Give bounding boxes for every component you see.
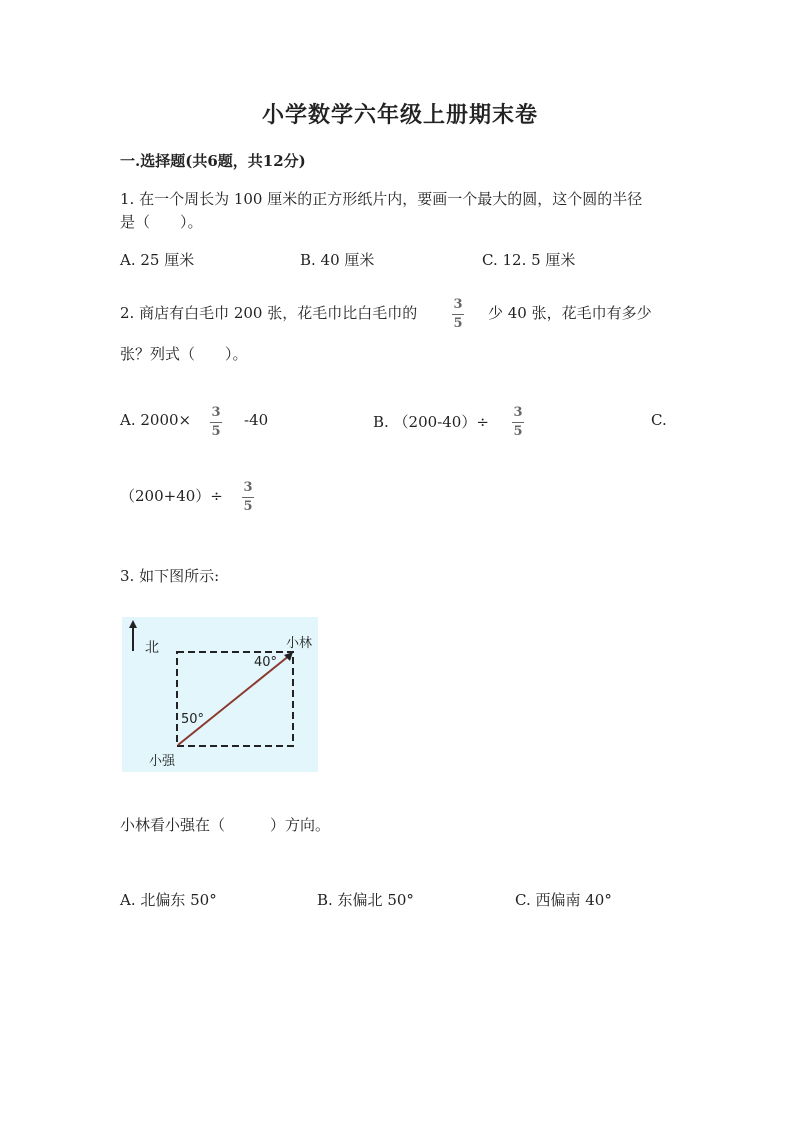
fraction-denominator: 5 <box>211 424 221 439</box>
q3-option-a[interactable]: A. 北偏东 50° <box>120 891 217 909</box>
q1-option-a[interactable]: A. 25 厘米 <box>120 251 195 269</box>
q2-option-c-fraction <box>240 480 256 515</box>
fraction-bar <box>452 314 464 315</box>
q2-option-b[interactable]: B. （200-40）÷ <box>373 413 489 431</box>
q3-option-c[interactable]: C. 西偏南 40° <box>515 891 612 909</box>
q2-fraction <box>450 297 466 332</box>
fraction-numerator: 3 <box>211 405 221 420</box>
q2-text-line1a: 2. 商店有白毛巾 200 张，花毛巾比白毛巾的 <box>120 304 418 322</box>
fraction-numerator: 3 <box>513 405 523 420</box>
q3-question: 小林看小强在（ ）方向。 <box>120 816 331 834</box>
north-label: 北 <box>145 640 159 656</box>
fraction-denominator: 5 <box>513 424 523 439</box>
q2-option-a-post: -40 <box>244 411 269 429</box>
q1-text-line2: 是（ ）。 <box>120 213 203 231</box>
direction-diagram <box>122 617 318 772</box>
q2-option-c-label[interactable]: C. <box>651 411 667 429</box>
q2-text-line2: 张？列式（ ）。 <box>120 345 248 363</box>
fraction-denominator: 5 <box>453 316 463 331</box>
angle-a-label: 40° <box>254 655 278 670</box>
fraction-denominator: 5 <box>243 499 253 514</box>
page-title: 小学数学六年级上册期末卷 <box>261 102 538 128</box>
section-heading: 一.选择题(共6题，共12分) <box>120 152 306 170</box>
q1-option-c[interactable]: C. 12. 5 厘米 <box>482 251 576 269</box>
fraction-numerator: 3 <box>243 480 253 495</box>
point-a-label: 小林 <box>286 636 313 651</box>
q2-option-a-fraction <box>208 405 224 440</box>
q1-text-line1: 1. 在一个周长为 100 厘米的正方形纸片内，要画一个最大的圆，这个圆的半径 <box>120 190 643 208</box>
angle-b-label: 50° <box>181 712 205 727</box>
q3-intro: 3. 如下图所示: <box>120 567 220 585</box>
q2-option-a-pre: A. 2000× <box>120 411 192 429</box>
fraction-numerator: 3 <box>453 297 463 312</box>
fraction-bar <box>210 422 222 423</box>
q2-option-a[interactable] <box>120 411 191 429</box>
point-b-label: 小强 <box>149 754 176 769</box>
fraction-bar <box>512 422 524 423</box>
q2-option-b-fraction <box>510 405 526 440</box>
fraction-bar <box>242 497 254 498</box>
q2-text-line1b: 少 40 张，花毛巾有多少 <box>488 304 652 322</box>
q3-option-b[interactable]: B. 东偏北 50° <box>317 891 414 909</box>
q1-option-b[interactable]: B. 40 厘米 <box>300 251 375 269</box>
q2-option-c[interactable]: （200+40）÷ <box>120 487 223 505</box>
